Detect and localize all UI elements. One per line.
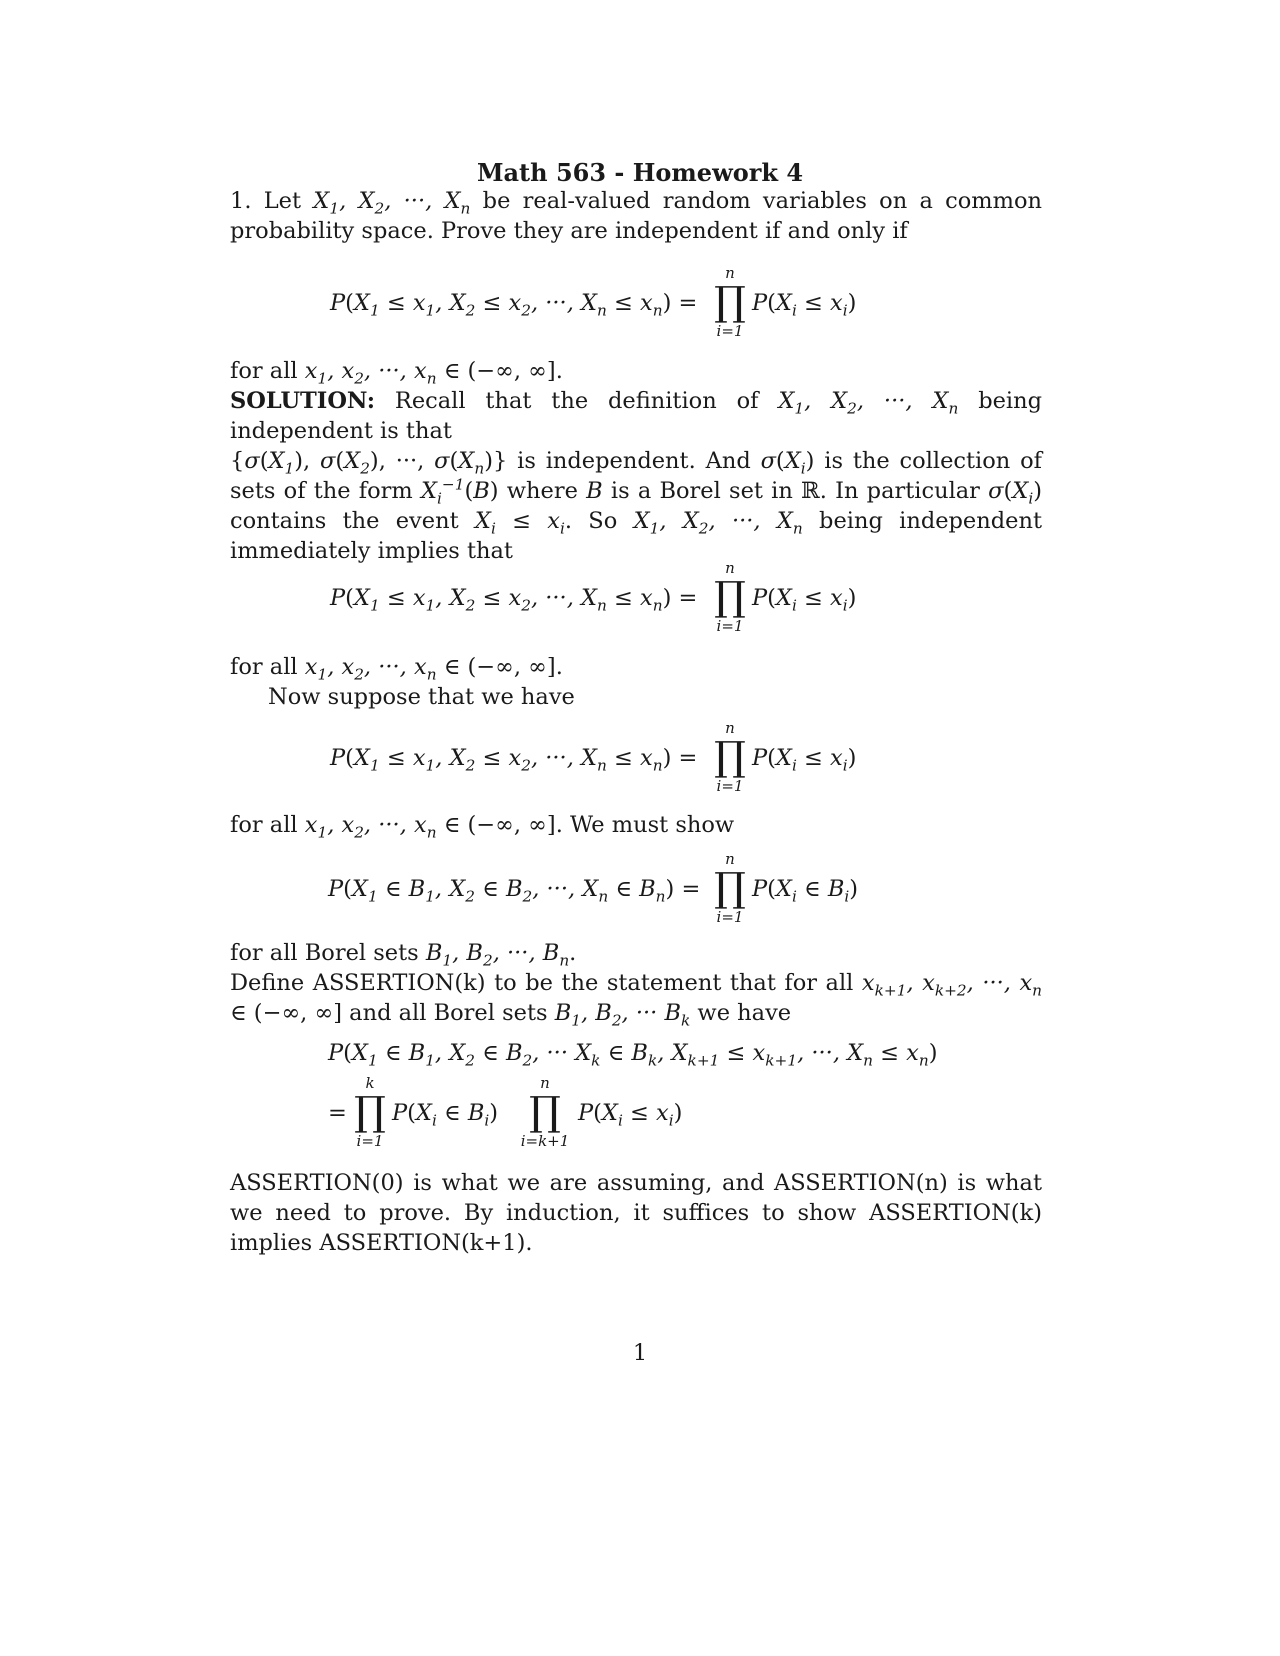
product-operator: n ∏ i=1 bbox=[714, 264, 746, 340]
for-all-line-2: for all $x_1$, $x_2$, ···, $x_n$ ∈ (−∞, ∞]. Now suppose that we have bbox=[230, 652, 1042, 712]
equation-5-term-2: $P(X_i \le x_i)$ bbox=[578, 1100, 683, 1130]
equation-5-line-1: $P(X_1$ ∈ $B_1$, $X_2$ ∈ $B_2$, ··· $X_k$ ∈ $B_k$, $X_{k+1} \le x_{k+1}$, ···, $X_n \le x_n$) bbox=[328, 1040, 938, 1070]
equation-1-rhs: $P(X_i \le x_i)$ bbox=[752, 290, 857, 320]
product-operator: n ∏ i=1 bbox=[714, 850, 746, 926]
equation-4: $P(X_1$ ∈ $B_1$, $X_2$ ∈ $B_2$, ···, $X_n$ ∈ $B_n$) = bbox=[328, 876, 701, 906]
solution-label: SOLUTION: bbox=[230, 388, 375, 414]
for-all-line-1: for all $x_1$, $x_2$, ···, $x_n$ ∈ (−∞, ∞]. bbox=[230, 358, 563, 388]
equation-3-rhs: $P(X_i \le x_i)$ bbox=[752, 745, 857, 775]
product-operator: n ∏ i=1 bbox=[714, 719, 746, 795]
equation-2: $P(X_1 \le x_1$, $X_2 \le x_2$, ···, $X_n \le x_n$) = bbox=[330, 585, 698, 615]
problem-statement: 1. Let $X_1$, $X_2$, ···, $X_n$ be real-valued random variables on a common probability space. Prove they are independent if and only if bbox=[230, 188, 1042, 244]
product-operator: n ∏ i=k+1 bbox=[520, 1074, 570, 1150]
conclusion-paragraph: ASSERTION(0) is what we are assuming, and ASSERTION(n) is what we need to prove. By induction, it suffices to show ASSERTION(k) implies ASSERTION(k+1). bbox=[230, 1170, 1042, 1256]
equation-5-equals: = bbox=[328, 1100, 347, 1126]
now-suppose-line: Now suppose that we have bbox=[268, 684, 575, 710]
for-all-borel-line: for all Borel sets $B_1$, $B_2$, ···, $B_n$. Define ASSERTION(k) to be the statement that for all $x_{k+1}$, $x_{k+2}$, ···, $x_n$ ∈ (−∞, ∞] and all Borel sets $B_1$, $B_2$, ··· $B_k$ we have bbox=[230, 940, 1043, 1030]
problem-number: 1. bbox=[230, 188, 252, 214]
equation-2-rhs: $P(X_i \le x_i)$ bbox=[752, 585, 857, 615]
product-operator: k ∏ i=1 bbox=[354, 1074, 386, 1150]
equation-1: $P(X_1 \le x_1$, $X_2 \le x_2$, ···, $X_n \le x_n$) = bbox=[330, 290, 698, 320]
for-all-line-3: for all $x_1$, $x_2$, ···, $x_n$ ∈ (−∞, ∞]. We must show bbox=[230, 812, 735, 842]
equation-4-rhs: $P(X_i$ ∈ $B_i$) bbox=[752, 876, 859, 906]
page-number: 1 bbox=[632, 1340, 648, 1366]
solution-paragraph: SOLUTION: Recall that the definition of $X_1$, $X_2$, ···, $X_n$ being independent is that {$\sigma(X_1)$, $\sigma(X_2)$, ···, $\sigma(X_n)$} is independent. And $\sigma(X_i)$ is the collection of sets of the form $X_i^{-1}(B)$ where B is a Borel set in ℝ. In particular $\sigma(X_i)$ contains the event $X_i \le x_i$. So $X_1$, $X_2$, ···, $X_n$ being independent immediately implies that bbox=[230, 388, 1043, 564]
equation-5-term-1: $P(X_i$ ∈ $B_i$) bbox=[392, 1100, 499, 1130]
equation-3: $P(X_1 \le x_1$, $X_2 \le x_2$, ···, $X_n \le x_n$) = bbox=[330, 745, 698, 775]
product-operator: n ∏ i=1 bbox=[714, 559, 746, 635]
page-title: Math 563 - Homework 4 bbox=[476, 158, 804, 187]
